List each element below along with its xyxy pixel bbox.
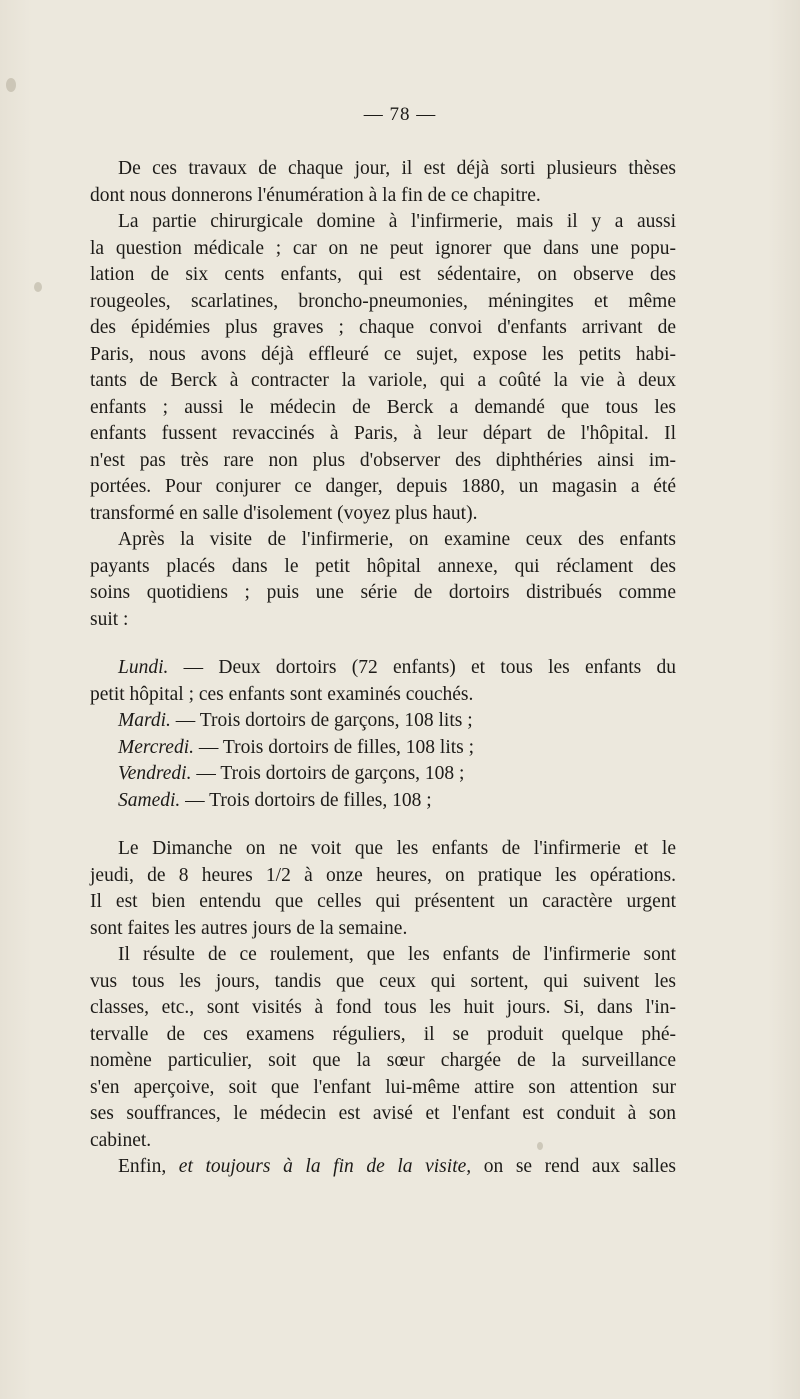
schedule-entry-mardi (90, 708, 676, 735)
page-number: — 78 — (363, 104, 437, 125)
text-line (90, 1154, 676, 1181)
schedule-entry-lundi (90, 655, 676, 682)
text-line: ses souffrances, le médecin est avisé et l'enfant est conduit à son (90, 1103, 676, 1124)
emphasized-text: et toujours à la fin de la visite, (178, 1156, 472, 1177)
spacer (90, 633, 676, 655)
text-line: sont faites les autres jours de la semaine. (90, 917, 408, 939)
paragraph-rotation (90, 942, 676, 1154)
text-line: classes, etc., sont visités à fond tous les huit jours. Si, dans l'in- (90, 997, 676, 1018)
weekly-schedule (90, 655, 676, 814)
text-span: on se rend aux salles (483, 1156, 676, 1177)
text-line: tervalle de ces examens réguliers, il se produit quelque phé- (90, 1023, 676, 1045)
text-line: lation de six cents enfants, qui est sédentaire, on observe des (90, 264, 676, 285)
paragraph-theses (90, 156, 676, 209)
day-name: Mardi. (118, 710, 171, 731)
text-line: transformé en salle d'isolement (voyez plus haut). (90, 502, 478, 524)
text-line: La partie chirurgicale domine à l'infirmerie, mais il y a aussi (118, 211, 676, 232)
text-line: Il résulte de ce roulement, que les enfants de l'infirmerie sont (118, 944, 676, 965)
paragraph-finally (90, 1154, 676, 1181)
text-line: soins quotidiens ; puis une série de dortoirs distribués comme (90, 582, 676, 603)
schedule-text: — Deux dortoirs (72 enfants) et tous les enfants du (183, 657, 677, 678)
text-line: suit : (90, 608, 129, 630)
text-span: Enfin, (118, 1156, 167, 1177)
day-name: Samedi. (118, 789, 181, 811)
text-line: Paris, nous avons déjà effleuré ce sujet, expose les petits habi- (90, 343, 676, 365)
text-line: tants de Berck à contracter la variole, qui a coûté la vie à deux (90, 370, 676, 391)
text-line: portées. Pour conjurer ce danger, depuis 1880, un magasin a été (90, 476, 676, 497)
schedule-text: — Trois dortoirs de garçons, 108 lits ; (175, 710, 473, 731)
text-line: jeudi, de 8 heures 1/2 à onze heures, on pratique les opérations. (90, 864, 676, 886)
text-line: dont nous donnerons l'énumération à la fin de ce chapitre. (90, 184, 541, 206)
text-line: Il est bien entendu que celles qui présentent un caractère urgent (90, 891, 676, 912)
day-name: Mercredi. (118, 736, 194, 758)
schedule-text: — Trois dortoirs de filles, 108 lits ; (198, 736, 475, 758)
paragraph-sunday (90, 836, 676, 942)
schedule-entry-samedi (90, 788, 676, 815)
text-line: s'en aperçoive, soit que l'enfant lui-même attire son attention sur (90, 1076, 676, 1098)
schedule-entry-mercredi (90, 735, 676, 762)
paper-speck (6, 78, 16, 92)
body-text (90, 156, 676, 1181)
text-line: enfants ; aussi le médecin de Berck a demandé que tous les (90, 396, 676, 418)
schedule-entry-vendredi (90, 761, 676, 788)
schedule-text: — Trois dortoirs de garçons, 108 ; (196, 763, 465, 784)
paragraph-visit (90, 527, 676, 633)
text-line: petit hôpital ; ces enfants sont examinés couchés. (90, 683, 474, 705)
text-line: payants placés dans le petit hôpital annexe, qui réclament des (90, 555, 676, 577)
text-line: la question médicale ; car on ne peut ignorer que dans une popu- (90, 237, 676, 259)
text-line: De ces travaux de chaque jour, il est déjà sorti plusieurs thèses (118, 158, 676, 179)
text-line: n'est pas très rare non plus d'observer des diphthéries ainsi im- (90, 449, 676, 471)
schedule-text: — Trois dortoirs de filles, 108 ; (185, 789, 432, 811)
text-line: rougeoles, scarlatines, broncho-pneumonies, méningites et même (90, 290, 676, 312)
text-line: Après la visite de l'infirmerie, on examine ceux des enfants (118, 529, 676, 550)
text-line: cabinet. (90, 1129, 152, 1151)
day-name: Lundi. (118, 657, 169, 678)
text-line: des épidémies plus graves ; chaque convoi d'enfants arrivant de (90, 317, 676, 338)
text-line: enfants fussent revaccinés à Paris, à leur départ de l'hôpital. Il (90, 423, 676, 444)
day-name: Vendredi. (118, 763, 192, 784)
paragraph-medical (90, 209, 676, 527)
spacer (90, 814, 676, 836)
paper-speck (34, 282, 42, 292)
text-line: nomène particulier, soit que la sœur chargée de la surveillance (90, 1050, 676, 1071)
text-line: vus tous les jours, tandis que ceux qui sortent, qui suivent les (90, 970, 676, 992)
text-line: Le Dimanche on ne voit que les enfants de l'infirmerie et le (118, 838, 676, 859)
